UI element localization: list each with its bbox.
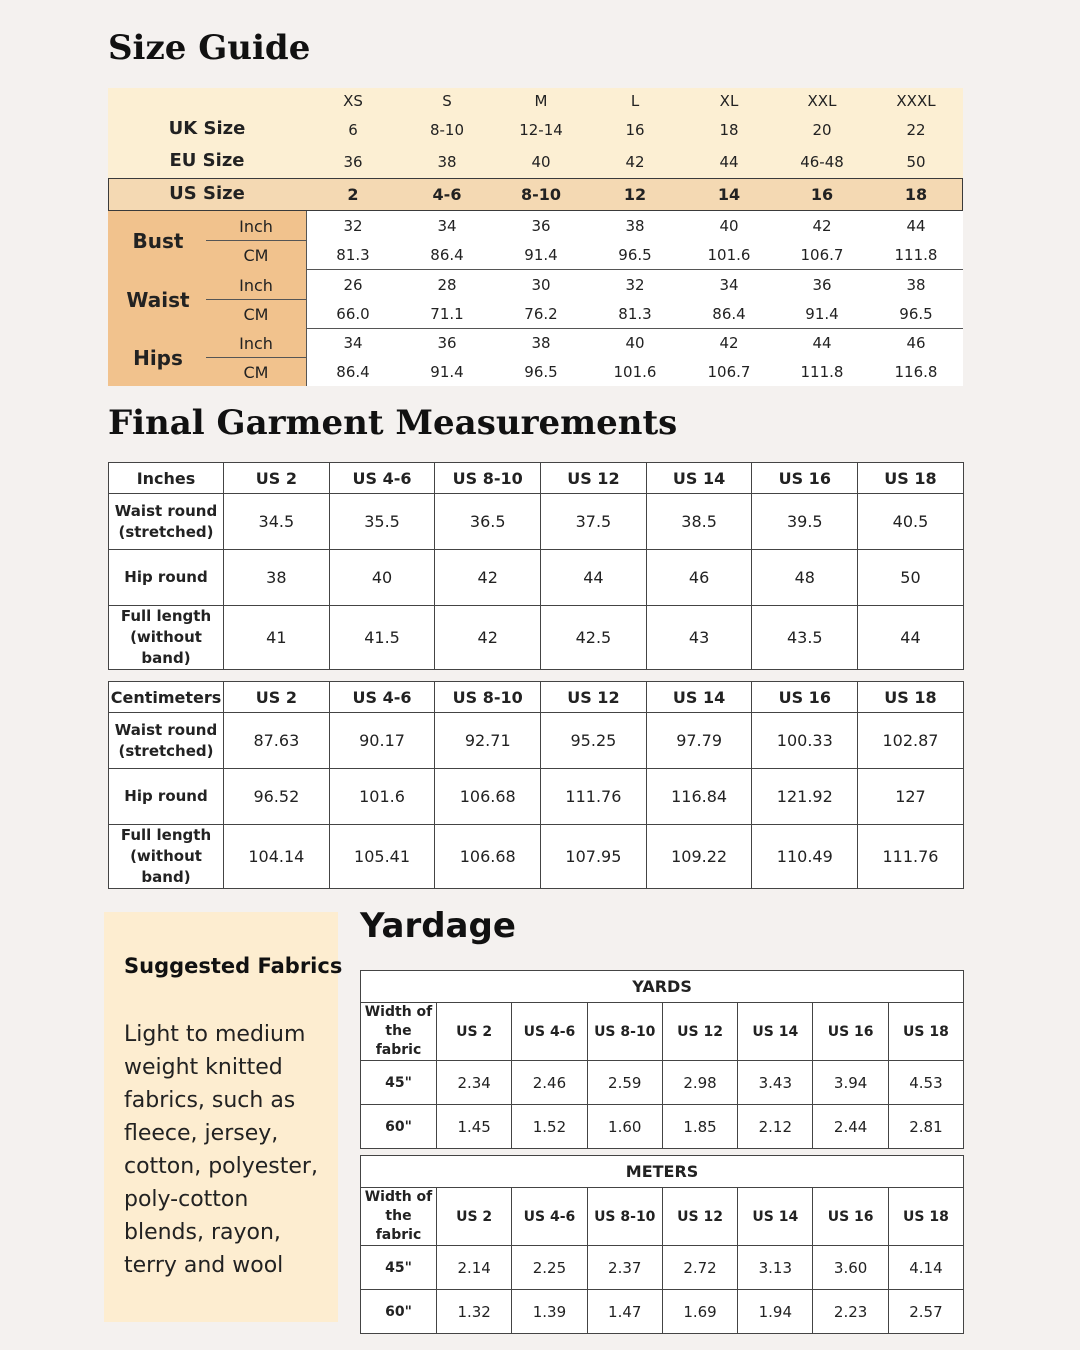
table-cell: 3.43 (738, 1061, 813, 1105)
table-cell: 43 (646, 606, 752, 670)
inch-value: 44 (906, 217, 926, 235)
cm-value: 96.5 (524, 363, 558, 381)
size-column-header: US 12 (541, 463, 647, 494)
row-label-line2: (stretched) (118, 741, 214, 760)
inch-value: 38 (906, 276, 926, 294)
inch-value: 40 (719, 217, 739, 235)
cm-value: 86.4 (430, 246, 464, 264)
cm-value: 106.7 (800, 246, 844, 264)
cm-value: 101.6 (613, 363, 657, 381)
size-column-header: US 18 (858, 682, 964, 713)
cm-unit-label: CM (243, 363, 269, 382)
row-label (109, 494, 224, 550)
table-cell: 44 (541, 550, 647, 606)
fabric-width-header (361, 1188, 437, 1246)
unit-divider (206, 357, 306, 358)
table-cell: 106.68 (435, 769, 541, 825)
size-column-header: US 14 (646, 463, 752, 494)
inch-value: 30 (531, 276, 551, 294)
inch-value: 34 (719, 276, 739, 294)
uk-size-value: 20 (812, 121, 832, 139)
table-cell: 109.22 (646, 825, 752, 889)
table-cell: 3.13 (738, 1246, 813, 1290)
table-cell: 1.47 (587, 1290, 662, 1334)
inch-value: 42 (812, 217, 832, 235)
row-label-line2: (without band) (130, 847, 202, 886)
cm-value: 101.6 (707, 246, 751, 264)
suggested-fabrics-heading: Suggested Fabrics (124, 954, 343, 978)
size-column-header: US 8-10 (435, 463, 541, 494)
size-column-header: US 2 (437, 1188, 512, 1246)
cm-value: 96.5 (618, 246, 652, 264)
table-cell: 1.69 (662, 1290, 737, 1334)
table-cell: 104.14 (224, 825, 330, 889)
meters-table (360, 1155, 964, 1334)
table-row (361, 1246, 964, 1290)
table-cell: 3.94 (813, 1061, 888, 1105)
size-column-header: US 16 (752, 463, 858, 494)
size-column-header: US 4-6 (512, 1003, 587, 1061)
table-cell: 2.14 (437, 1246, 512, 1290)
size-letter: L (630, 92, 640, 110)
eu-size-label: EU Size (169, 150, 245, 171)
table-cell: 100.33 (752, 713, 858, 769)
size-column-header: US 4-6 (329, 682, 435, 713)
row-divider (306, 240, 961, 241)
cm-value: 76.2 (524, 305, 558, 323)
inch-value: 40 (625, 334, 645, 352)
table-caption: YARDS (361, 971, 964, 1003)
size-column-header: US 16 (813, 1003, 888, 1061)
cm-unit-label: CM (243, 305, 269, 324)
uk-size-label: UK Size (168, 118, 246, 139)
size-column-header: US 18 (888, 1188, 963, 1246)
table-cell: 96.52 (224, 769, 330, 825)
uk-size-value: 6 (348, 121, 358, 139)
inch-value: 34 (437, 217, 457, 235)
table-cell: 92.71 (435, 713, 541, 769)
inch-value: 34 (343, 334, 363, 352)
size-column-header: US 4-6 (329, 463, 435, 494)
table-cell: 2.59 (587, 1061, 662, 1105)
table-cell: 36.5 (435, 494, 541, 550)
cm-value: 81.3 (336, 246, 370, 264)
row-label (109, 606, 224, 670)
row-label-line1: Full length (120, 607, 212, 625)
cm-value: 96.5 (899, 305, 933, 323)
table-cell: 111.76 (858, 825, 964, 889)
inch-value: 38 (625, 217, 645, 235)
inch-value: 32 (343, 217, 363, 235)
size-column-header: US 8-10 (435, 682, 541, 713)
us-size-value: 4-6 (432, 185, 462, 204)
size-column-header: US 8-10 (587, 1003, 662, 1061)
table-cell: 1.85 (662, 1105, 737, 1149)
table-cell: 37.5 (541, 494, 647, 550)
table-cell: 42.5 (541, 606, 647, 670)
inch-value: 36 (812, 276, 832, 294)
caption-row (361, 971, 964, 1003)
table-cell: 34.5 (224, 494, 330, 550)
table-cell: 87.63 (224, 713, 330, 769)
table-cell: 1.32 (437, 1290, 512, 1334)
table-row (361, 1105, 964, 1149)
suggested-fabrics-text: Light to medium weight knitted fabrics, such as fleece, jersey, cotton, polyester, poly-cotton blends, rayon, terry and wool (124, 1022, 318, 1278)
inch-unit-label: Inch (239, 276, 273, 295)
inch-value: 36 (531, 217, 551, 235)
size-guide-title: Size Guide (108, 28, 311, 68)
table-cell: 50 (858, 550, 964, 606)
corner-label: Centimeters (109, 682, 224, 713)
garment-measurements-title: Final Garment Measurements (108, 403, 678, 443)
eu-size-value: 44 (719, 153, 739, 171)
yardage-title: Yardage (360, 906, 516, 946)
row-label (109, 769, 224, 825)
table-cell: 110.49 (752, 825, 858, 889)
table-row (361, 1290, 964, 1334)
table-cell: 1.39 (512, 1290, 587, 1334)
row-divider (306, 299, 961, 300)
size-letter: XXL (807, 92, 837, 110)
row-label-line2: (without band) (130, 628, 202, 667)
row-label-line1: Hip round (124, 787, 208, 805)
header-row (361, 1003, 964, 1061)
table-cell: 42 (435, 606, 541, 670)
table-cell: 1.94 (738, 1290, 813, 1334)
size-column-header: US 12 (662, 1003, 737, 1061)
table-cell: 38.5 (646, 494, 752, 550)
caption-row (361, 1156, 964, 1188)
corner-line1: Width of (364, 1189, 433, 1205)
us-size-value: 8-10 (520, 185, 562, 204)
row-label (109, 713, 224, 769)
table-cell: 2.57 (888, 1290, 963, 1334)
table-cell: 2.34 (437, 1061, 512, 1105)
table-row (109, 713, 964, 769)
header-row (109, 682, 964, 713)
table-cell: 39.5 (752, 494, 858, 550)
table-row (109, 494, 964, 550)
fabric-width-label: 60" (361, 1290, 437, 1334)
corner-label: Inches (109, 463, 224, 494)
table-cell: 1.60 (587, 1105, 662, 1149)
table-cell: 95.25 (541, 713, 647, 769)
table-cell: 102.87 (858, 713, 964, 769)
us-size-label: US Size (169, 183, 245, 204)
size-column-header: US 14 (738, 1188, 813, 1246)
fabric-width-label: 45" (361, 1246, 437, 1290)
size-column-header: US 2 (437, 1003, 512, 1061)
uk-size-value: 22 (906, 121, 926, 139)
fabric-width-header (361, 1003, 437, 1061)
eu-size-value: 46-48 (800, 153, 844, 171)
cm-value: 91.4 (524, 246, 558, 264)
table-cell: 1.45 (437, 1105, 512, 1149)
cm-value: 106.7 (707, 363, 751, 381)
inch-value: 28 (437, 276, 457, 294)
table-cell: 111.76 (541, 769, 647, 825)
corner-line2: the fabric (375, 1208, 422, 1243)
cm-value: 86.4 (712, 305, 746, 323)
inch-value: 46 (906, 334, 926, 352)
table-row (109, 606, 964, 670)
cm-value: 86.4 (336, 363, 370, 381)
table-cell: 127 (858, 769, 964, 825)
eu-size-value: 40 (531, 153, 551, 171)
yards-table (360, 970, 964, 1149)
table-cell: 4.14 (888, 1246, 963, 1290)
table-cell: 3.60 (813, 1246, 888, 1290)
table-cell: 41.5 (329, 606, 435, 670)
table-cell: 2.98 (662, 1061, 737, 1105)
table-cell: 2.44 (813, 1105, 888, 1149)
row-label (109, 825, 224, 889)
table-cell: 2.81 (888, 1105, 963, 1149)
eu-size-value: 50 (906, 153, 926, 171)
group-divider (306, 269, 963, 270)
inch-value: 26 (343, 276, 363, 294)
row-divider (306, 357, 961, 358)
us-size-value: 18 (904, 185, 928, 204)
size-column-header: US 18 (888, 1003, 963, 1061)
size-column-header: US 8-10 (587, 1188, 662, 1246)
us-size-value: 16 (810, 185, 834, 204)
cm-value: 66.0 (336, 305, 370, 323)
table-cell: 107.95 (541, 825, 647, 889)
cm-value: 91.4 (430, 363, 464, 381)
uk-size-value: 16 (625, 121, 645, 139)
table-cell: 43.5 (752, 606, 858, 670)
fabric-width-label: 60" (361, 1105, 437, 1149)
table-cell: 40 (329, 550, 435, 606)
cm-value: 111.8 (894, 246, 938, 264)
table-cell: 101.6 (329, 769, 435, 825)
size-column-header: US 18 (858, 463, 964, 494)
us-size-value: 14 (717, 185, 741, 204)
size-column-header: US 16 (813, 1188, 888, 1246)
group-divider (306, 328, 963, 329)
eu-size-value: 42 (625, 153, 645, 171)
header-row (109, 463, 964, 494)
header-row (361, 1188, 964, 1246)
fabric-width-label: 45" (361, 1061, 437, 1105)
garment-cm-table (108, 681, 964, 889)
measure-label-hips: Hips (133, 346, 183, 370)
uk-size-value: 12-14 (519, 121, 563, 139)
table-row (109, 550, 964, 606)
row-label-line1: Waist round (114, 501, 218, 520)
table-cell: 2.25 (512, 1246, 587, 1290)
inch-value: 32 (625, 276, 645, 294)
table-cell: 48 (752, 550, 858, 606)
left-column-divider (306, 211, 307, 386)
eu-size-value: 36 (343, 153, 363, 171)
cm-value: 116.8 (894, 363, 938, 381)
size-column-header: US 12 (541, 682, 647, 713)
size-letter: M (534, 92, 548, 110)
measure-label-waist: Waist (126, 288, 190, 312)
row-label (109, 550, 224, 606)
uk-size-value: 18 (719, 121, 739, 139)
table-cell: 4.53 (888, 1061, 963, 1105)
size-column-header: US 2 (224, 682, 330, 713)
inch-unit-label: Inch (239, 334, 273, 353)
table-cell: 90.17 (329, 713, 435, 769)
table-cell: 116.84 (646, 769, 752, 825)
table-cell: 35.5 (329, 494, 435, 550)
size-column-header: US 12 (662, 1188, 737, 1246)
table-cell: 106.68 (435, 825, 541, 889)
table-cell: 1.52 (512, 1105, 587, 1149)
cm-value: 111.8 (800, 363, 844, 381)
size-column-header: US 2 (224, 463, 330, 494)
table-cell: 46 (646, 550, 752, 606)
size-column-header: US 16 (752, 682, 858, 713)
us-size-value: 2 (347, 185, 359, 204)
row-label-line1: Waist round (114, 720, 218, 739)
inch-value: 42 (719, 334, 739, 352)
table-cell: 2.12 (738, 1105, 813, 1149)
table-cell: 42 (435, 550, 541, 606)
table-cell: 2.46 (512, 1061, 587, 1105)
inch-value: 36 (437, 334, 457, 352)
table-cell: 44 (858, 606, 964, 670)
table-cell: 41 (224, 606, 330, 670)
us-size-value: 12 (623, 185, 647, 204)
table-cell: 38 (224, 550, 330, 606)
table-row (361, 1061, 964, 1105)
table-caption: METERS (361, 1156, 964, 1188)
size-guide-table (108, 88, 963, 386)
size-column-header: US 14 (646, 682, 752, 713)
row-label-line1: Full length (120, 826, 212, 844)
size-column-header: US 14 (738, 1003, 813, 1061)
table-cell: 2.37 (587, 1246, 662, 1290)
inch-value: 44 (812, 334, 832, 352)
table-cell: 40.5 (858, 494, 964, 550)
cm-value: 91.4 (805, 305, 839, 323)
table-row (109, 769, 964, 825)
cm-unit-label: CM (243, 246, 269, 265)
garment-inches-table (108, 462, 964, 670)
corner-line1: Width of (364, 1004, 433, 1020)
uk-size-value: 8-10 (429, 121, 465, 139)
suggested-fabrics-panel (104, 912, 343, 1322)
table-cell: 2.23 (813, 1290, 888, 1334)
eu-size-value: 38 (437, 153, 457, 171)
size-letter: XS (343, 92, 363, 110)
cm-value: 81.3 (618, 305, 652, 323)
size-column-header: US 4-6 (512, 1188, 587, 1246)
size-letter: XL (719, 92, 739, 110)
table-cell: 2.72 (662, 1246, 737, 1290)
inch-unit-label: Inch (239, 217, 273, 236)
unit-divider (206, 240, 306, 241)
cm-value: 71.1 (430, 305, 464, 323)
table-cell: 97.79 (646, 713, 752, 769)
row-label-line1: Hip round (124, 568, 208, 586)
measure-label-bust: Bust (132, 229, 184, 253)
size-letter: S (442, 92, 452, 110)
unit-divider (206, 299, 306, 300)
table-cell: 105.41 (329, 825, 435, 889)
corner-line2: the fabric (375, 1023, 422, 1058)
row-label-line2: (stretched) (118, 522, 214, 541)
table-row (109, 825, 964, 889)
size-letter: XXXL (896, 92, 936, 110)
table-cell: 121.92 (752, 769, 858, 825)
inch-value: 38 (531, 334, 551, 352)
